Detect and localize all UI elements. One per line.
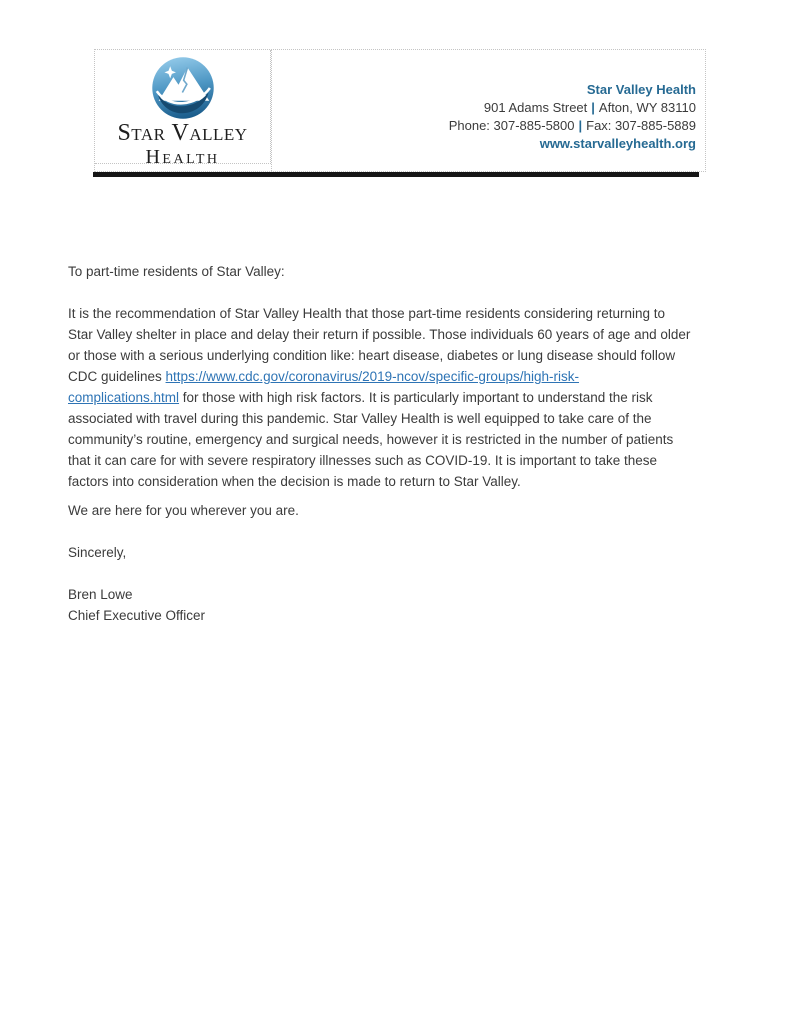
- org-name: Star Valley Health: [586, 82, 696, 97]
- body-line: [68, 471, 768, 492]
- signature-block: [68, 584, 768, 626]
- body-text: CDC guidelines: [68, 369, 166, 384]
- letterhead: [94, 49, 706, 172]
- website: www.starvalleyhealth.org: [539, 136, 696, 151]
- phone-fax-line: [272, 117, 696, 135]
- mountain-star-logo-icon: [151, 56, 215, 120]
- body-text: that it can care for with severe respiratory illnesses such as COVID-19. It is important to take these: [68, 453, 657, 468]
- body-line: [68, 366, 768, 387]
- cdc-guidelines-link[interactable]: complications.html: [68, 390, 180, 405]
- contact-cell: [272, 50, 705, 171]
- address-street: 901 Adams Street: [483, 100, 588, 115]
- body-text: or those with a serious underlying condition like: heart disease, diabetes or lung disease should follow: [68, 348, 676, 363]
- phone-number: Phone: 307-885-5800: [448, 118, 575, 133]
- body-line: [68, 324, 768, 345]
- header-rule: [93, 172, 699, 177]
- body-text: associated with travel during this pandemic. Star Valley Health is well equipped to take care of the: [68, 411, 652, 426]
- address-line: [272, 99, 696, 117]
- body-text: factors into consideration when the decision is made to return to Star Valley.: [68, 474, 521, 489]
- body-line: [68, 303, 768, 324]
- body-text: community’s routine, emergency and surgical needs, however it is restricted in the number of patients: [68, 432, 674, 447]
- letter-body: [68, 261, 768, 626]
- signature-name: Bren Lowe: [68, 587, 133, 602]
- body-line: [68, 345, 768, 366]
- body-line: [68, 387, 768, 408]
- body-line: [68, 429, 768, 450]
- body-line: [68, 408, 768, 429]
- logo-wordmark-line1: Star Valley: [117, 120, 248, 146]
- logo-wordmark-line2: Health: [145, 146, 220, 168]
- logo-cell: [95, 50, 271, 168]
- body-text: Star Valley shelter in place and delay their return if possible. Those individuals 60 years of age and older: [68, 327, 691, 342]
- body-line: [68, 450, 768, 471]
- body-text: for those with high risk factors. It is particularly important to understand the risk: [179, 390, 653, 405]
- signoff: Sincerely,: [68, 545, 127, 560]
- body-paragraph: [68, 303, 768, 492]
- address-city: Afton, WY 83110: [598, 100, 696, 115]
- salutation: To part-time residents of Star Valley:: [68, 264, 285, 279]
- body-text: It is the recommendation of Star Valley Health that those part-time residents considering returning to: [68, 306, 666, 321]
- signature-title: Chief Executive Officer: [68, 608, 206, 623]
- cdc-guidelines-link[interactable]: https://www.cdc.gov/coronavirus/2019-ncov/specific-groups/high-risk-: [165, 369, 579, 384]
- phone-fax-separator: |: [578, 118, 583, 133]
- fax-number: Fax: 307-885-5889: [586, 118, 696, 133]
- address-separator: |: [591, 100, 595, 115]
- closing-line: We are here for you wherever you are.: [68, 503, 299, 518]
